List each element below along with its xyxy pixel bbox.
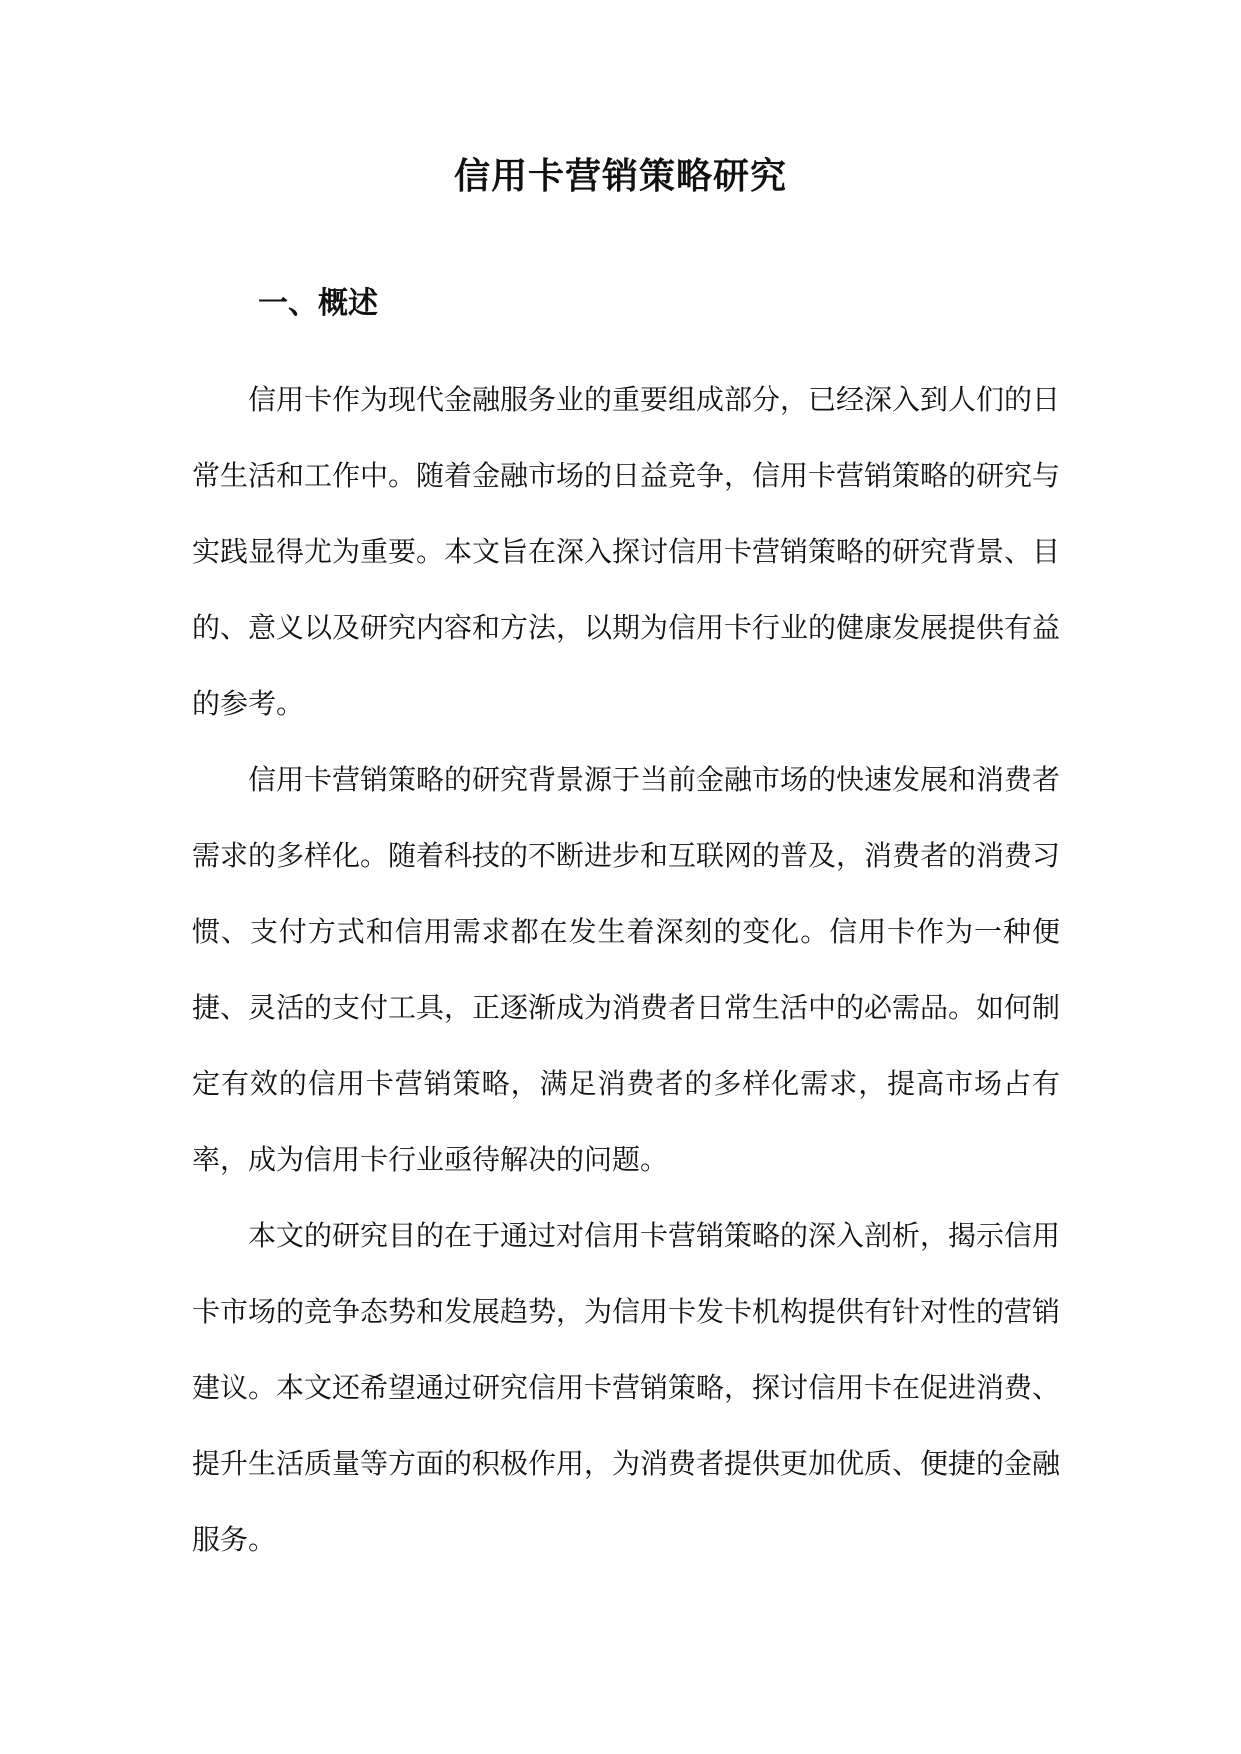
document-title: 信用卡营销策略研究 <box>453 155 787 197</box>
section-heading: 一、概述 <box>258 286 378 321</box>
paragraph-2: 信用卡营销策略的研究背景源于当前金融市场的快速发展和消费者需求的多样化。随着科技的不断进步和互联网的普及，消费者的消费习惯、支付方式和信用需求都在发生着深刻的变化。信用卡作为一种便捷、灵活的支付工具，正逐渐成为消费者日常生活中的必需品。如何制定有效的信用卡营销策略，满足消费者的多样化需求，提高市场占有率，成为信用卡行业亟待解决的问题。 <box>192 763 1061 1176</box>
paragraph-3: 本文的研究目的在于通过对信用卡营销策略的深入剖析，揭示信用卡市场的竞争态势和发展趋势，为信用卡发卡机构提供有针对性的营销建议。本文还希望通过研究信用卡营销策略，探讨信用卡在促进消费、提升生活质量等方面的积极作用，为消费者提供更加优质、便捷的金融服务。 <box>192 1219 1061 1556</box>
paragraph-1: 信用卡作为现代金融服务业的重要组成部分，已经深入到人们的日常生活和工作中。随着金融市场的日益竞争，信用卡营销策略的研究与实践显得尤为重要。本文旨在深入探讨信用卡营销策略的研究背景、目的、意义以及研究内容和方法，以期为信用卡行业的健康发展提供有益的参考。 <box>192 383 1061 720</box>
